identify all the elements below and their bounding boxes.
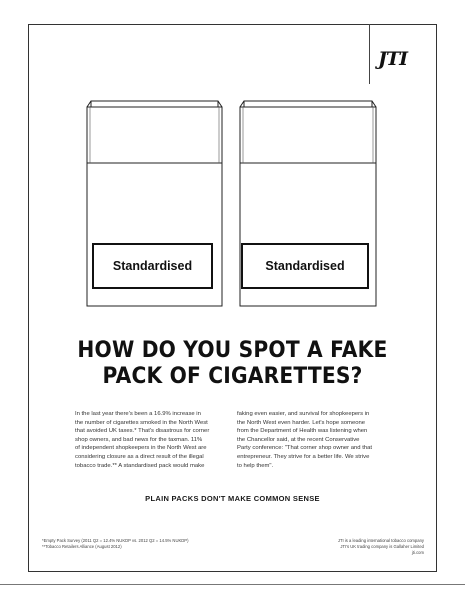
tagline: PLAIN PACKS DON'T MAKE COMMON SENSE	[145, 494, 320, 503]
body-line: the North West even harder. Let's hope someone	[237, 419, 366, 426]
body-line: that avoided UK taxes.* That's disastrous for corner	[75, 428, 210, 435]
body-line: faking even easier, and survival for shopkeepers in	[237, 411, 370, 417]
pack-label-left: Standardised	[92, 243, 213, 289]
body-line: shop owners, and bad news for the taxman. 11%	[75, 436, 203, 443]
body-line: considering closure as a direct result of the illegal	[75, 453, 204, 460]
jti-logo: JTI	[378, 48, 408, 70]
body-line: the number of cigarettes smoked in the North West	[75, 419, 208, 426]
body-line: In the last year there's been a 16.9% increase in	[75, 411, 201, 417]
company-info-line: JTI's UK trading company is Gallaher Limited	[340, 544, 424, 550]
body-line: from the Department of Health was listening when	[237, 428, 368, 435]
pack-label-right: Standardised	[241, 243, 369, 289]
body-line: Party conference: "That corner shop owner and that	[237, 445, 373, 452]
body-line: entrepreneur. They strive for a better life. We strive	[237, 453, 370, 460]
company-info	[290, 538, 424, 557]
headline-line-1: HOW DO YOU SPOT A FAKE	[77, 338, 388, 363]
headline	[55, 338, 409, 390]
body-line: of independent shopkeepers in the North West are	[75, 445, 207, 452]
body-line: tobacco trade.** A standardised pack would make	[75, 462, 205, 469]
footnotes	[42, 538, 242, 550]
headline-line-2: PACK OF CIGARETTES?	[102, 364, 363, 389]
company-info-line: JTI is a leading international tobacco company	[337, 538, 424, 543]
body-line: to help them".	[237, 462, 274, 469]
body-text-right-column	[237, 410, 387, 470]
footnote: **Tobacco Retailers Alliance (August 2012)	[42, 544, 122, 550]
body-line: the Chancellor said, at the recent Conservative	[237, 436, 360, 443]
company-website-link[interactable]: jti.com	[411, 550, 424, 556]
page-bottom-edge	[0, 584, 465, 585]
footnote: *Empty Pack Survey (2011 Q2 = 12.4% NUKDP vs. 2012 Q2 = 14.5% NUKDP)	[42, 538, 189, 543]
body-text-left-column	[75, 410, 225, 470]
